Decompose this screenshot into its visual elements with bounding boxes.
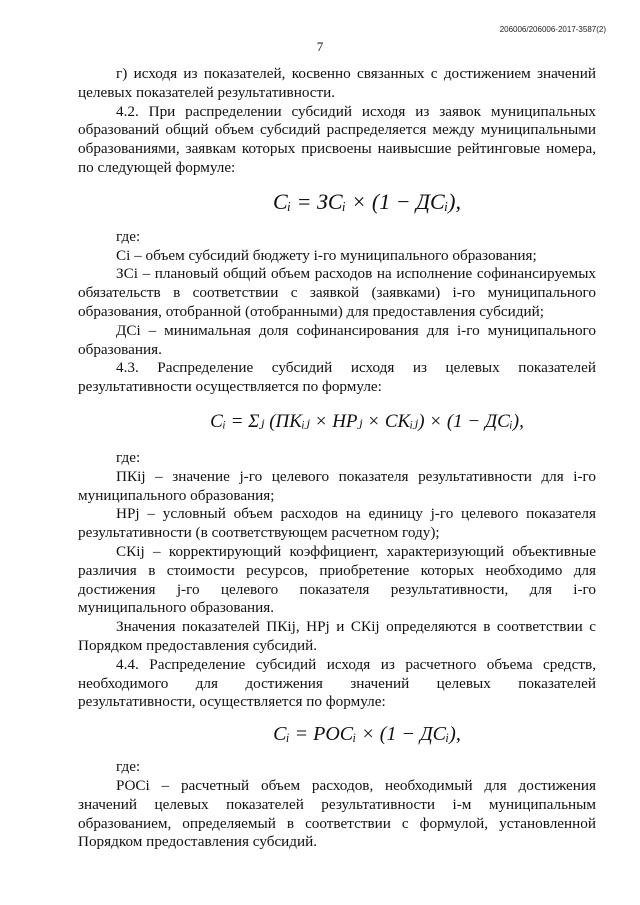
formula-subsidy-by-indicators: Cᵢ = Σⱼ (ПКᵢⱼ × НРⱼ × СКᵢⱼ) × (1 − ДCᵢ),: [210, 410, 524, 432]
definition-ci: Ci – объем субсидий бюджету i-го муниципального образования;: [116, 246, 537, 264]
definition-poc: POCi – расчетный объем расходов, необходимый для достижения значений целевых показателей результативности i-м муниципальным образованием, определяемый в соответствии с формулой, установленной Порядком предоставления субсидий.: [78, 776, 596, 851]
paragraph-4-4: 4.4. Распределение субсидий исходя из расчетного объема средств, необходимого для достижения значений целевых показателей результативности, осуществляется по формуле:: [78, 655, 596, 711]
where-label: где:: [116, 448, 141, 466]
definition-zci: ЗCi – плановый общий объем расходов на исполнение софинансируемых обязательств в соответствии с заявкой (заявками) i-го муниципального образования, отобранной (отобранными) для предоставления субсидий;: [78, 265, 596, 320]
definition-dci: ДCi – минимальная доля софинансирования для i-го муниципального образования.: [78, 321, 596, 358]
formula-subsidy-by-calculation: Cᵢ = POCᵢ × (1 − ДCᵢ),: [273, 723, 461, 746]
document-body: [78, 65, 596, 852]
where-label: где:: [116, 758, 141, 776]
document-id: 206006/206006-2017-3587(2): [499, 25, 606, 34]
paragraph-item-g: г) исходя из показателей, косвенно связанных с достижением значений целевых показателей результативности.: [78, 65, 596, 101]
definition-sk: СКij – корректирующий коэффициент, характеризующий объективные различия в стоимости ресурсов, приобретение которых необходимо для достижения j-го целевого показателя результативности, для i-го муниципального образования.: [78, 542, 596, 617]
page-number: 7: [316, 39, 324, 54]
paragraph-values: Значения показателей ПКij, НРj и СКij определяются в соответствии с Порядком предоставления субсидий.: [78, 618, 596, 654]
definition-pk: ПКij – значение j-го целевого показателя результативности для i-го муниципального образования;: [78, 467, 596, 504]
paragraph-4-2: 4.2. При распределении субсидий исходя из заявок муниципальных образований общий объем субсидий распределяется между муниципальными образованиями, заявкам которых присвоены наивысшие рейтинговые номера, по следующей формуле:: [78, 102, 596, 176]
definition-hr: НРj – условный объем расходов на единицу j-го целевого показателя результативности (в соответствующем расчетном году);: [78, 505, 596, 542]
paragraph-4-3: 4.3. Распределение субсидий исходя из целевых показателей результативности осуществляется по формуле:: [78, 359, 596, 396]
formula-subsidy-by-applications: Cᵢ = ЗCᵢ × (1 − ДCᵢ),: [272, 188, 462, 214]
where-label: где:: [116, 227, 141, 245]
